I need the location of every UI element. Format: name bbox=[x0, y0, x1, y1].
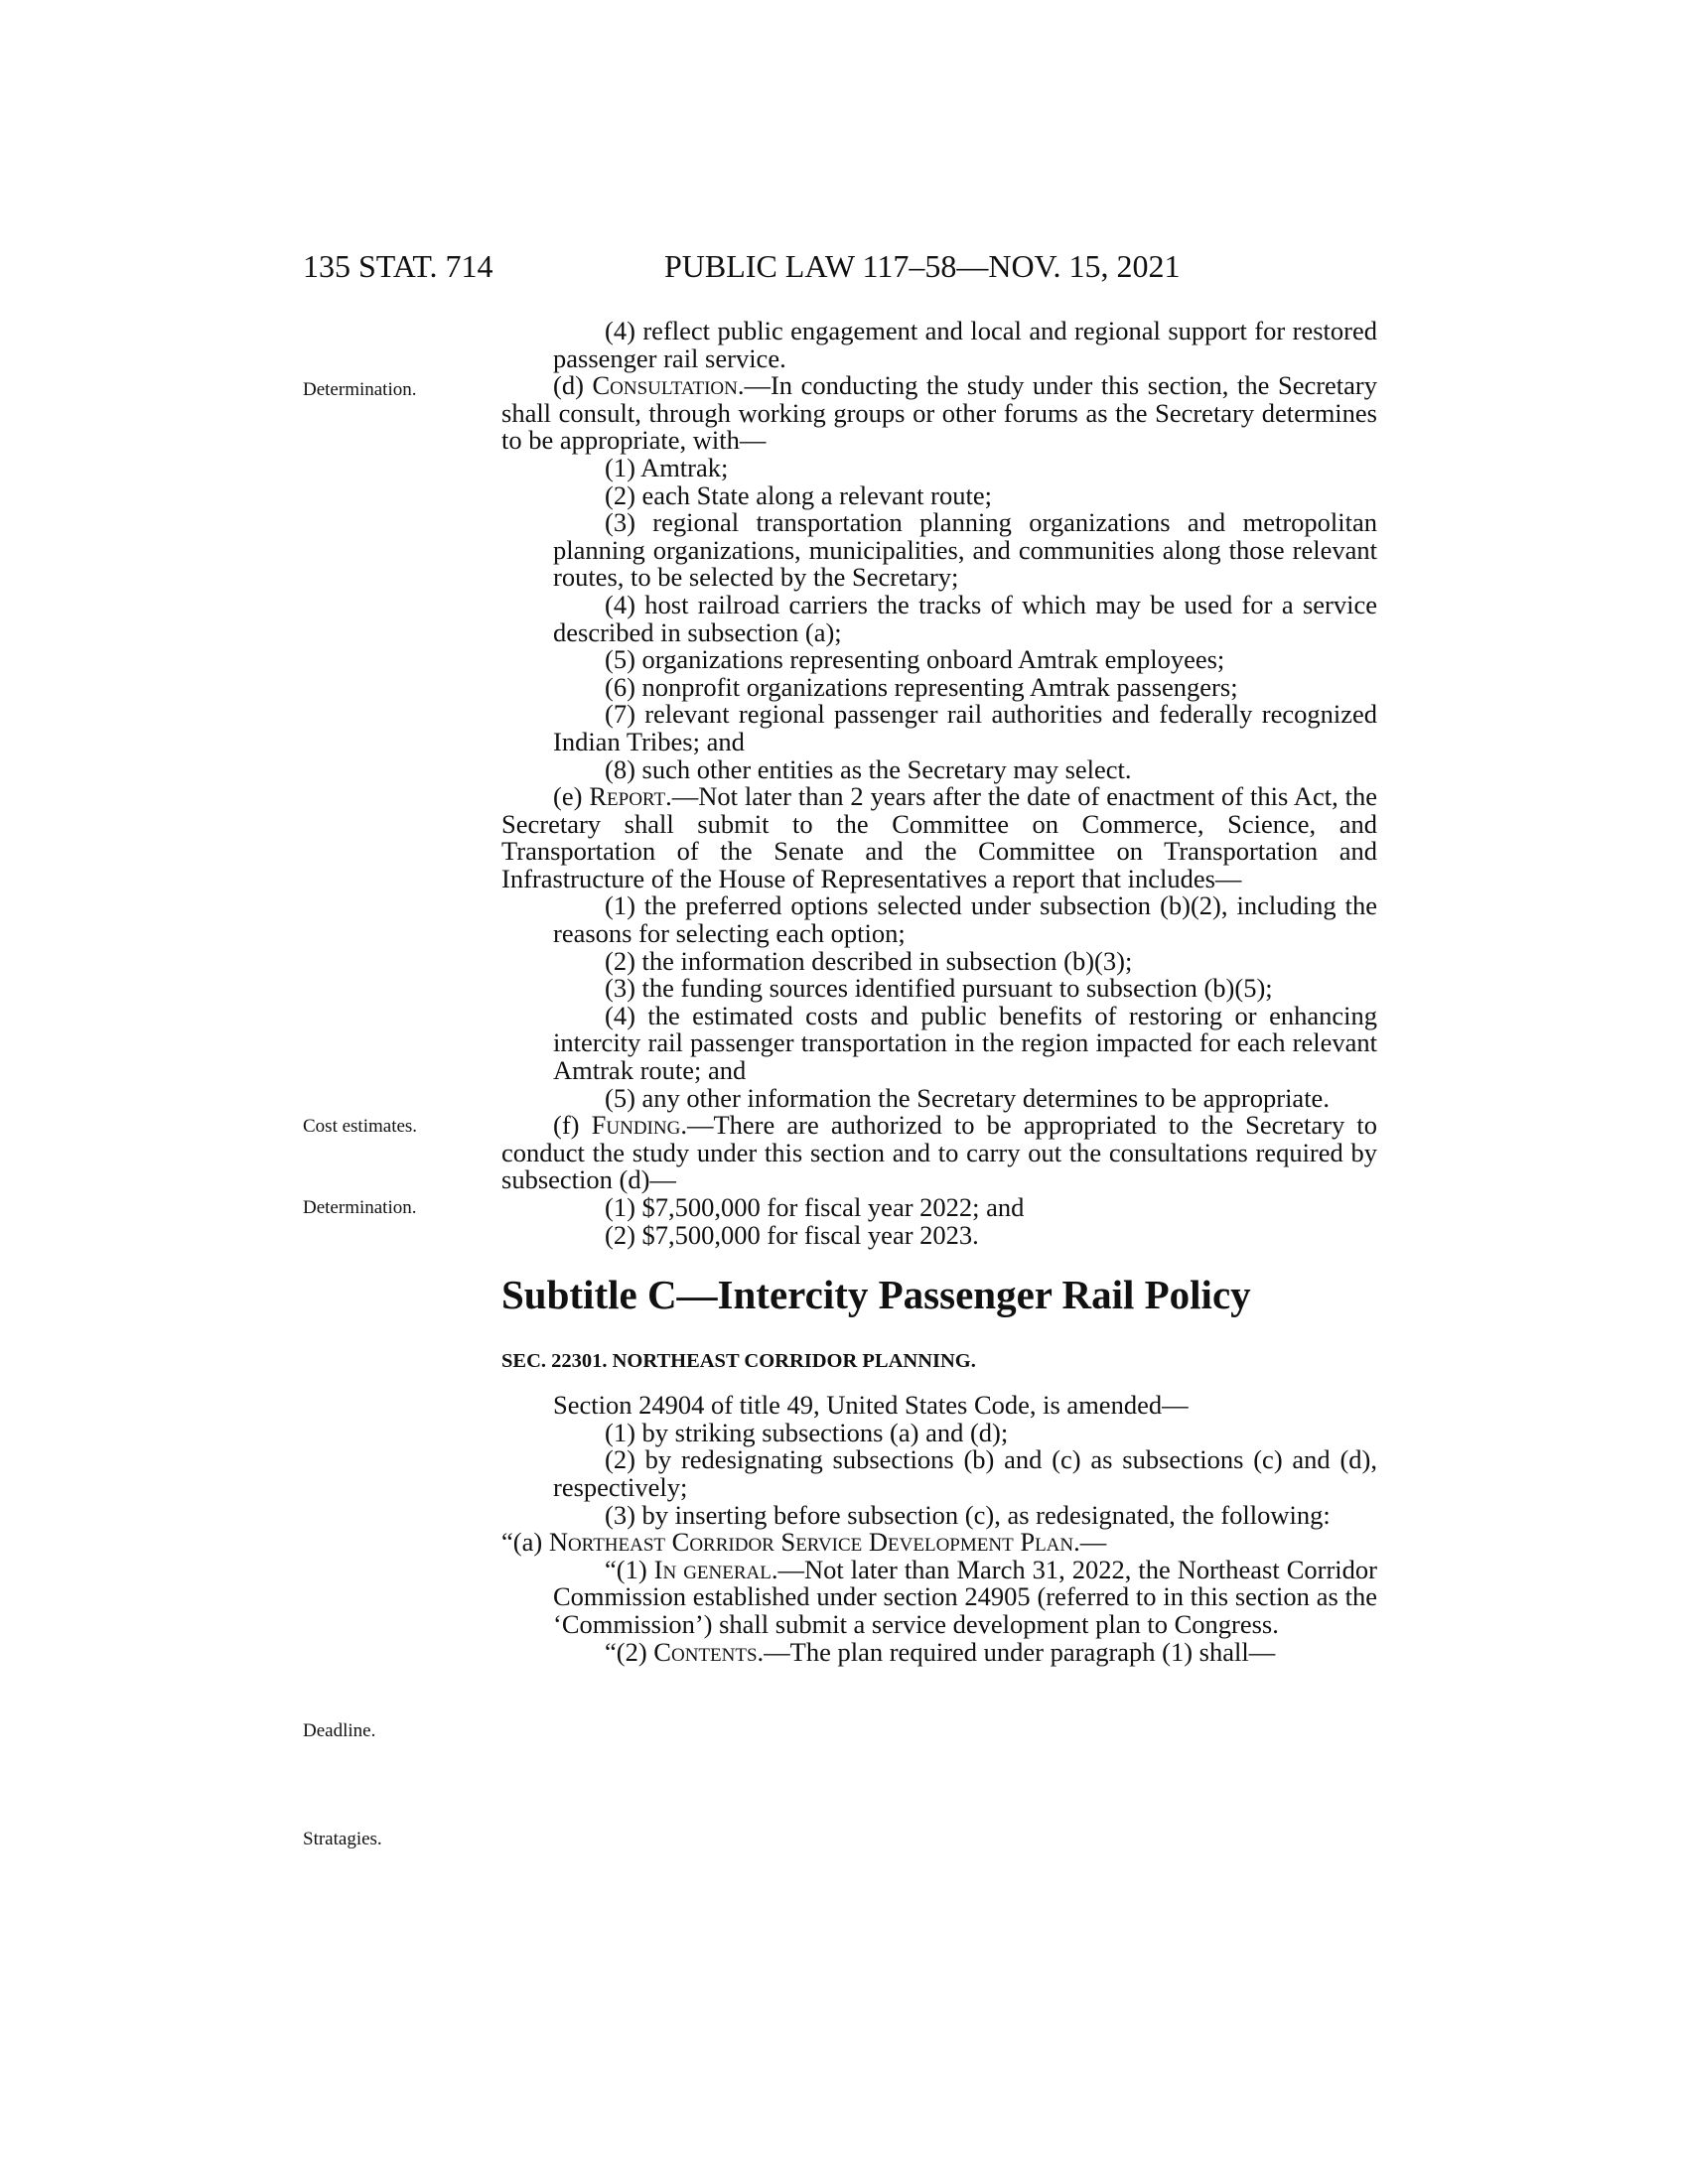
list-item: (1) $7,500,000 for fiscal year 2022; and bbox=[605, 1192, 1025, 1222]
subsection-e: (e) Report.—Not later than 2 years after the date of enactment of this Act, the Secretary shall submit to the Committee on Commerce, Science, and Transportation of the Senate and the Committee on Transportation and Infrastructure of the House of Representatives a report that includes— bbox=[501, 781, 1377, 893]
section-heading: SEC. 22301. NORTHEAST CORRIDOR PLANNING. bbox=[501, 1350, 976, 1373]
margin-note-strategies: Stratagies. bbox=[303, 1829, 382, 1849]
list-item: (4) host railroad carriers the tracks of which may be used for a service described in subsection (a); bbox=[553, 589, 1377, 647]
inserted-paragraph-1: “(1) In general.—Not later than March 31, 2022, the Northeast Corridor Commission established under section 24905 (referred to in this section as the ‘Commission’) shall submit a service development plan to Congress. bbox=[553, 1554, 1377, 1639]
subsection-d: (d) Consultation.—In conducting the study under this section, the Secretary shall consult, through working groups or other forums as the Secretary determines to be appropriate, with— bbox=[501, 370, 1378, 456]
subsection-f: (f) Funding.—There are authorized to be appropriated to the Secretary to conduct the study under this section and to carry out the consultations required by subsection (d)— bbox=[501, 1110, 1377, 1195]
inserted-paragraph-2: “(2) Contents.—The plan required under paragraph (1) shall— bbox=[605, 1636, 1276, 1667]
paragraph: (4) reflect public engagement and local and regional support for restored passenger rail service. bbox=[553, 316, 1377, 373]
list-item: (1) Amtrak; bbox=[605, 452, 729, 482]
list-item: (2) the information described in subsection (b)(3); bbox=[605, 945, 1133, 976]
list-item: (5) any other information the Secretary determines to be appropriate. bbox=[605, 1082, 1330, 1113]
margin-note-cost-estimates: Cost estimates. bbox=[303, 1116, 418, 1137]
subtitle-heading: Subtitle C—Intercity Passenger Rail Policy bbox=[501, 1272, 1251, 1318]
paragraph: Section 24904 of title 49, United States Code, is amended— bbox=[553, 1390, 1189, 1421]
list-item: (2) by redesignating subsections (b) and (c) as subsections (c) and (d), respectively; bbox=[553, 1444, 1377, 1502]
list-item: (6) nonprofit organizations representing Amtrak passengers; bbox=[605, 671, 1238, 702]
margin-note-determination: Determination. bbox=[303, 379, 417, 400]
statute-page-number: 135 STAT. 714 bbox=[303, 248, 493, 284]
list-item: (7) relevant regional passenger rail authorities and federally recognized Indian Tribes; and bbox=[553, 699, 1377, 756]
list-item: (3) the funding sources identified pursuant to subsection (b)(5); bbox=[605, 973, 1273, 1004]
public-law-title: PUBLIC LAW 117–58—NOV. 15, 2021 bbox=[664, 248, 1181, 284]
inserted-subsection-a: “(a) Northeast Corridor Service Development Plan.— bbox=[501, 1527, 1107, 1558]
list-item: (2) each State along a relevant route; bbox=[605, 479, 992, 510]
margin-note-determination-2: Determination. bbox=[303, 1197, 417, 1218]
document-body bbox=[501, 318, 1377, 1666]
margin-note-deadline: Deadline. bbox=[303, 1720, 376, 1741]
list-item: (1) the preferred options selected under subsection (b)(2), including the reasons for selecting each option; bbox=[553, 890, 1377, 949]
page-header bbox=[303, 248, 1370, 288]
list-item: (8) such other entities as the Secretary may select. bbox=[605, 753, 1132, 784]
list-item: (3) by inserting before subsection (c), as redesignated, the following: bbox=[605, 1499, 1331, 1530]
list-item: (3) regional transportation planning organizations and metropolitan planning organizations, municipalities, and communities along those relevant routes, to be selected by the Secretary; bbox=[553, 507, 1377, 593]
list-item: (4) the estimated costs and public benefits of restoring or enhancing intercity rail passenger transportation in the region impacted for each relevant Amtrak route; and bbox=[553, 1000, 1377, 1086]
list-item: (2) $7,500,000 for fiscal year 2023. bbox=[605, 1219, 979, 1250]
list-item: (1) by striking subsections (a) and (d); bbox=[605, 1417, 1009, 1447]
list-item: (5) organizations representing onboard Amtrak employees; bbox=[605, 644, 1225, 675]
